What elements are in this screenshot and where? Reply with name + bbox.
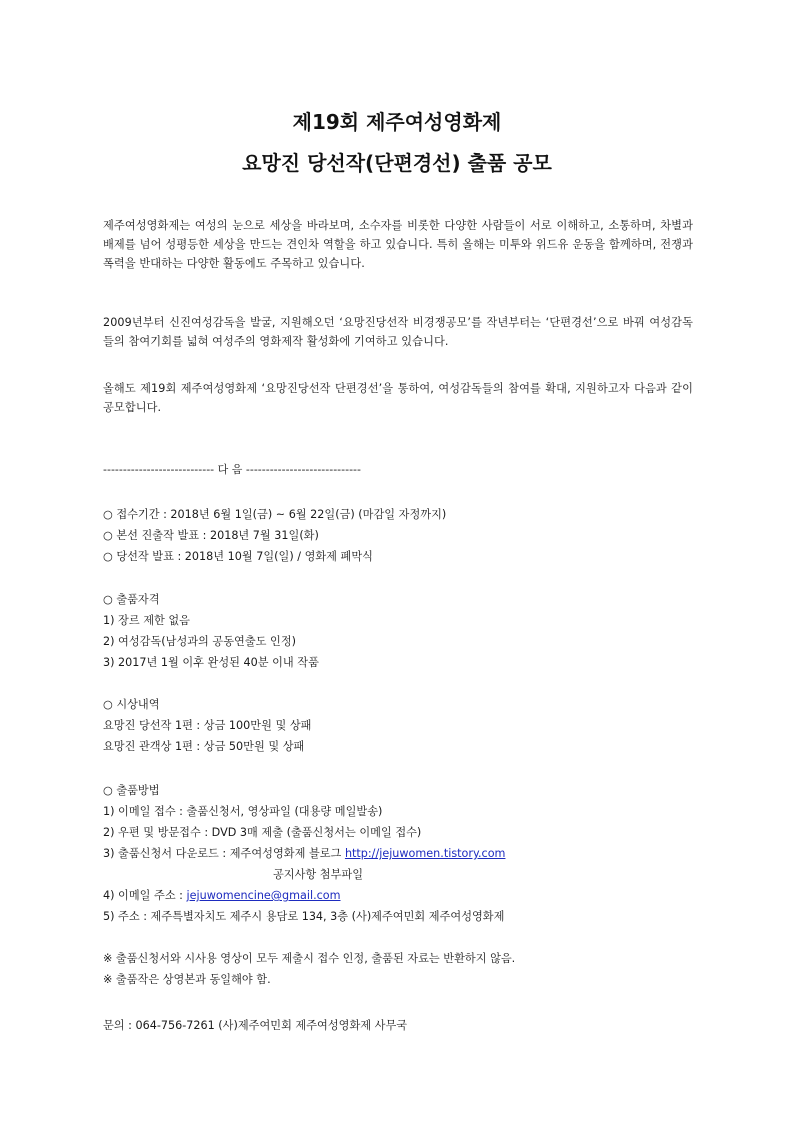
method-item-address: 5) 주소 : 제주특별자치도 제주시 용담로 134, 3층 (사)제주여민회 제주여성영화제 — [103, 910, 505, 923]
contact-line: 문의 : 064-756-7261 (사)제주여민회 제주여성영화제 사무국 — [103, 1019, 408, 1032]
method-item-post: 2) 우편 및 방문접수 : DVD 3매 제출 (출품신청서는 이메일 접수) — [103, 826, 422, 839]
schedule-item: ○ 당선작 발표 : 2018년 10월 7일(일) / 영화제 폐막식 — [103, 550, 373, 563]
eligibility-item: 2) 여성감독(남성과의 공동연출도 인정) — [103, 635, 296, 648]
awards-heading: ○ 시상내역 — [103, 698, 160, 711]
eligibility-item: 1) 장르 제한 없음 — [103, 614, 190, 627]
award-item: 요망진 관객상 1편 : 상금 50만원 및 상패 — [103, 740, 305, 753]
eligibility-section — [103, 589, 703, 673]
eligibility-heading: ○ 출품자격 — [103, 593, 160, 606]
schedule-item: ○ 접수기간 : 2018년 6월 1일(금) ~ 6월 22일(금) (마감일 자정까지) — [103, 508, 447, 521]
method-download-cont: 공지사항 첨부파일 — [273, 868, 364, 881]
awards-section — [103, 694, 703, 757]
page-title: 제19회 제주여성영화제 — [292, 110, 502, 134]
method-item-email-address — [103, 885, 703, 906]
method-item-email: 1) 이메일 접수 : 출품신청서, 영상파일 (대용량 메일발송) — [103, 805, 383, 818]
page-subtitle: 요망진 당선작(단편경선) 출품 공모 — [242, 151, 552, 175]
method-heading: ○ 출품방법 — [103, 784, 160, 797]
method-item-download — [103, 843, 703, 864]
note-item: ※ 출품신청서와 시사용 영상이 모두 제출시 접수 인정, 출품된 자료는 반환하지 않음. — [103, 952, 516, 965]
email-label: 4) 이메일 주소 : — [103, 889, 187, 902]
section-divider: ---------------------------- 다 음 ----------------------------- — [103, 463, 361, 476]
schedule-item: ○ 본선 진출작 발표 : 2018년 7월 31일(화) — [103, 529, 319, 542]
award-item: 요망진 당선작 1편 : 상금 100만원 및 상패 — [103, 719, 312, 732]
notes-section — [103, 948, 703, 990]
email-link[interactable]: jejuwomencine@gmail.com — [186, 889, 341, 902]
method-section — [103, 780, 703, 927]
eligibility-item: 3) 2017년 1월 이후 완성된 40분 이내 작품 — [103, 656, 319, 669]
intro-paragraph-1: 제주여성영화제는 여성의 눈으로 세상을 바라보며, 소수자를 비롯한 다양한 사람들이 서로 이해하고, 소통하며, 차별과 배제를 넘어 성평등한 세상을 만드는 견인차 역할을 하고 있습니다. 특히 올해는 미투와 위드유 운동을 함께하며, 전쟁과 폭력을 반대하는 다양한 활동에도 주목하고 있습니다. — [103, 219, 693, 270]
intro-paragraph-3: 올해도 제19회 제주여성영화제 ‘요망진당선작 단편경선’을 통하여, 여성감독들의 참여를 확대, 지원하고자 다음과 같이 공모합니다. — [103, 382, 693, 414]
method-download-label: 3) 출품신청서 다운로드 : 제주여성영화제 블로그 — [103, 847, 345, 860]
blog-link[interactable]: http://jejuwomen.tistory.com — [344, 847, 506, 860]
intro-paragraph-2: 2009년부터 신진여성감독을 발굴, 지원해오던 ‘요망진당선작 비경쟁공모’를 작년부터는 ‘단편경선’으로 바꿔 여성감독들의 참여기회를 넓혀 여성주의 영화제작 활성화에 기여하고 있습니다. — [103, 316, 693, 348]
note-item: ※ 출품작은 상영본과 동일해야 함. — [103, 973, 271, 986]
schedule-list — [103, 504, 703, 567]
